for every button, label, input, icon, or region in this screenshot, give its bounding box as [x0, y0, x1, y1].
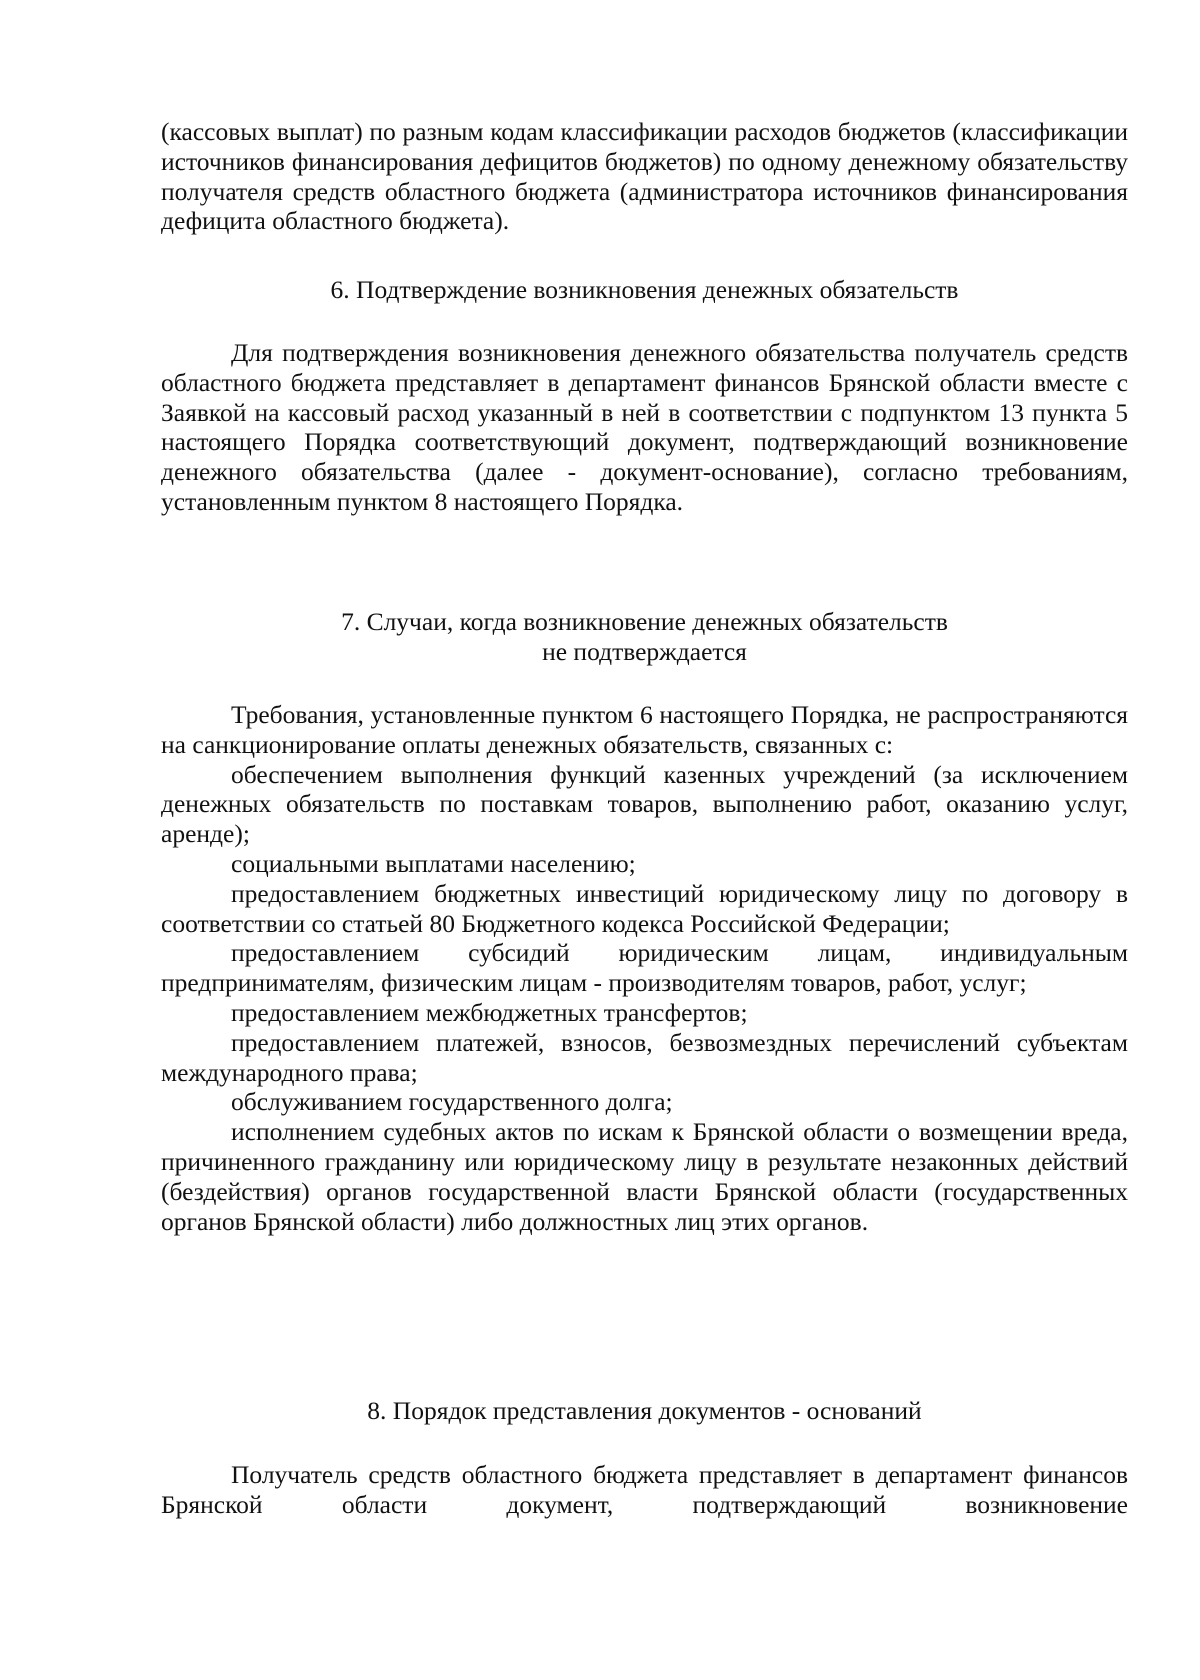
section-7-heading-line-1: 7. Случаи, когда возникновение денежных обязательств [341, 607, 948, 636]
section-7-heading [161, 607, 1128, 667]
section-7-item: обеспечением выполнения функций казенных учреждений (за исключением денежных обязательств по поставкам товаров, выполнению работ, оказанию услуг, аренде); [161, 759, 1128, 849]
section-7-heading-line-2: не подтверждается [542, 636, 747, 666]
section-6-paragraph: Для подтверждения возникновения денежного обязательства получатель средств областного бюджета представляет в департамент финансов Брянской области вместе с Заявкой на кассовый расход указанный в ней в соответствии с подпунктом 13 пункта 5 настоящего Порядка соответствующий документ, подтверждающий возникновение денежного обязательства (далее - документ-основание), согласно требованиям, установленным пунктом 8 настоящего Порядка. [161, 338, 1128, 516]
section-6-body [161, 338, 1128, 517]
section-6-heading: 6. Подтверждение возникновения денежных обязательств [330, 275, 959, 304]
section-7-item: предоставлением бюджетных инвестиций юридическому лицу по договору в соответствии со статьей 80 Бюджетного кодекса Российской Федерации; [161, 878, 1128, 938]
section-8-paragraph: Получатель средств областного бюджета представляет в департамент финансов Брянской области документ, подтверждающий возникновение [161, 1460, 1128, 1519]
section-7-item: предоставлением межбюджетных трансфертов; [231, 997, 748, 1027]
section-7-item: социальными выплатами населению; [231, 848, 636, 878]
section-7-item: исполнением судебных актов по искам к Брянской области о возмещении вреда, причиненного гражданину или юридическому лицу в результате незаконных действий (бездействия) органов государственной власти Брянской области (государственных органов Брянской области) либо должностных лиц этих органов. [161, 1117, 1128, 1236]
section-7-intro: Требования, установленные пунктом 6 настоящего Порядка, не распространяются на санкционирование оплаты денежных обязательств, связанных с: [161, 700, 1128, 759]
continuation-paragraph: (кассовых выплат) по разным кодам классификации расходов бюджетов (классификации источников финансирования дефицитов бюджетов) по одному денежному обязательству получателя средств областного бюджета (администратора источников финансирования дефицита областного бюджета). [161, 117, 1128, 236]
section-7-item: предоставлением субсидий юридическим лицам, индивидуальным предпринимателям, физическим лицам - производителям товаров, работ, услуг; [161, 938, 1128, 998]
continuation-block [161, 117, 1128, 236]
section-7-item: обслуживанием государственного долга; [231, 1087, 673, 1117]
section-8-body [161, 1460, 1128, 1520]
section-7-body [161, 700, 1128, 1236]
section-8-heading: 8. Порядок представления документов - оснований [367, 1396, 922, 1425]
section-7-item: предоставлением платежей, взносов, безвозмездных перечислений субъектам международного права; [161, 1027, 1128, 1087]
